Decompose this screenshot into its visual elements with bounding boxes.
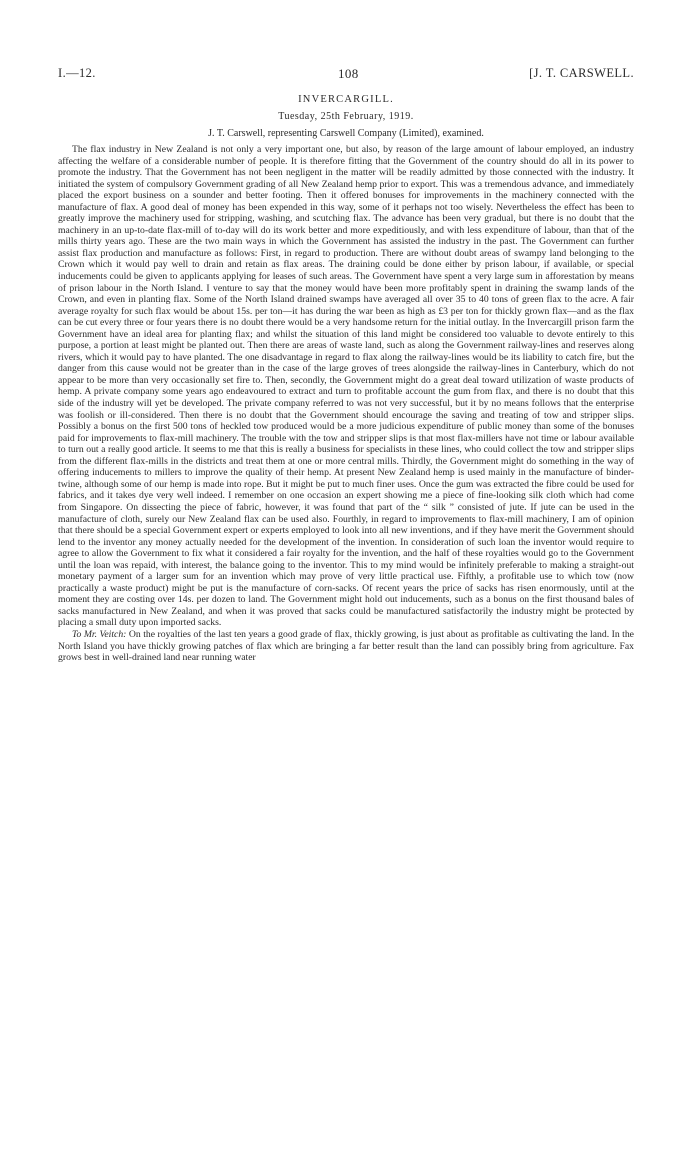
page-number: 108 [338,66,359,81]
question-paragraph [58,629,634,664]
witness-running-title: [J. T. CARSWELL. [529,66,634,80]
document-page [58,66,634,664]
evidence-paragraph: The flax industry in New Zealand is not only a very important one, but also, by reason of the large amount of labour employed, an industry affecting the welfare of a considerable number of people. It is therefore fitting that the Government of the country should do all in its power to promote the industry. That the Government has not been negligent in the matter will be readily admitted by those connected with the industry. It initiated the system of compulsory Government grading of all New Zealand hemp prior to export. This was a tremendous advance, and immediately placed the export business on a sounder and better footing. Then it offered bonuses for improvements in the machinery connected with the manufacture of flax. A good deal of money has been expended in this way, some of it perhaps not too wisely. Nevertheless the effect has been to greatly improve the machinery used for stripping, washing, and scutching flax. The advance has been very gradual, but there is no doubt that the machinery in an up-to-date flax-mill of to-day will do its work better and more expeditiously, and with less expenditure of labour, than that of the mills thirty years ago. These are the two main ways in which the Government has assisted the industry in the past. The Government can further assist flax production and manufacture as follows: First, in regard to production. There are without doubt areas of swampy land belonging to the Crown which it would pay well to drain and retain as flax areas. The draining could be done either by prison labour, if available, or special inducements could be given to applicants applying for leases of such areas. The Government have spent a very large sum in afforestation by means of prison labour in the North Island. I venture to say that the money would have been more profitably spent in draining the swamp lands of the Crown, and even in planting flax. Some of the North Island drained swamps have averaged all over 35 to 40 tons of green flax to the acre. A fair average royalty for such flax would be about 15s. per ton—it has during the war been as high as £3 per ton for thickly grown flax—and as the flax can be cut every three or four years there is no doubt there would be a very handsome return for the initial outlay. In the Invercargill prison farm the Government have an ideal area for planting flax; and whilst the situation of this land might be considered too valuable to devote entirely to this purpose, a portion at least might be planted out. Then there are areas of waste land, such as along the Government railway-lines and reserves along rivers, which it would pay to have planted. The one disadvantage in regard to flax along the railway-lines would be its liability to catch fire, but the danger from this cause would not be greater than in the case of the large groves of trees alongside the railway-lines in Canterbury, which do not appear to be more than very occasionally set fire to. Then, secondly, the Government might do a great deal toward utilization of waste products of hemp. A private company some years ago endeavoured to extract and turn to profitable account the gum from flax, and there is no doubt that this side of the industry will yet be developed. The private company referred to was not very successful, but it by no means follows that the enterprise was foolish or ill-considered. Then there is no doubt that the Government should encourage the saving and treating of tow and stripper slips. Possibly a bonus on the first 500 tons of heckled tow produced would be a more judicious expenditure of public money than some of the bonuses paid for improvements to flax-mill machinery. The trouble with the tow and stripper slips is that most flax-millers have not time or labour available to turn out a really good article. It seems to me that this is really a business for specialists in these lines, who could collect the tow and stripper slips from the different flax-mills in the districts and treat them at one or more central mills. Thirdly, the Government might do something in the way of offering inducements to millers to improve the quality of their hemp. At present New Zealand hemp is used mainly in the manufacture of binder-twine, although some of our hemp is made into rope. But it might be put to much finer uses. Once the gum was extracted the fibre could be used for fabrics, and it takes dye very well indeed. I remember on one occasion an expert showing me a piece of fine-looking silk cloth which had come from Singapore. On dissecting the piece of fabric, however, it was found that part of the “ silk ” consisted of jute. If jute can be used in the manufacture of cloth, surely our New Zealand flax can be used also. Fourthly, in regard to improvements to flax-mill machinery, I am of opinion that there should be a special Government expert or experts employed to look into all new inventions, and if they have merit the Government should lend to the inventor any money actually needed for the development of the invention. In consideration of such loan the inventor would require to agree to allow the Government to fix what it considered a fair royalty for the invention, and the half of these royalties would go to the Government until the loan was repaid, with interest, the balance going to the inventor. This to my mind would be infinitely preferable to making a straight-out monetary payment of a larger sum for an invention which may prove of very little practical use. Fifthly, a profitable use to which tow (now practically a waste product) might be put is the manufacture of corn-sacks. Of recent years the price of sacks has risen enormously, until at the moment they are costing over 14s. per dozen to land. The Government might hold out inducements, such as a bonus on the first thousand bales of sacks manufactured in New Zealand, and when it was proved that sacks could be manufactured satisfactorily the industry might be protected by placing a small duty upon imported sacks. [58,144,634,629]
witness-line: J. T. Carswell, representing Carswell Company (Limited), examined. [208,128,484,139]
question-answer-text: On the royalties of the last ten years a good grade of flax, thickly growing, is just about as profitable as cultivating the land. In the North Island you have thickly growing patches of flax which are bringing a far better result than the land can possibly bring from agriculture. Fax grows best in well-drained land near running water [58,628,634,664]
running-head [58,66,634,84]
paper-reference: I.—12. [58,66,96,80]
date-heading: Tuesday, 25th February, 1919. [278,111,414,122]
question-lead: To Mr. Veitch: [72,628,127,640]
place-heading: INVERCARGILL. [298,94,394,105]
